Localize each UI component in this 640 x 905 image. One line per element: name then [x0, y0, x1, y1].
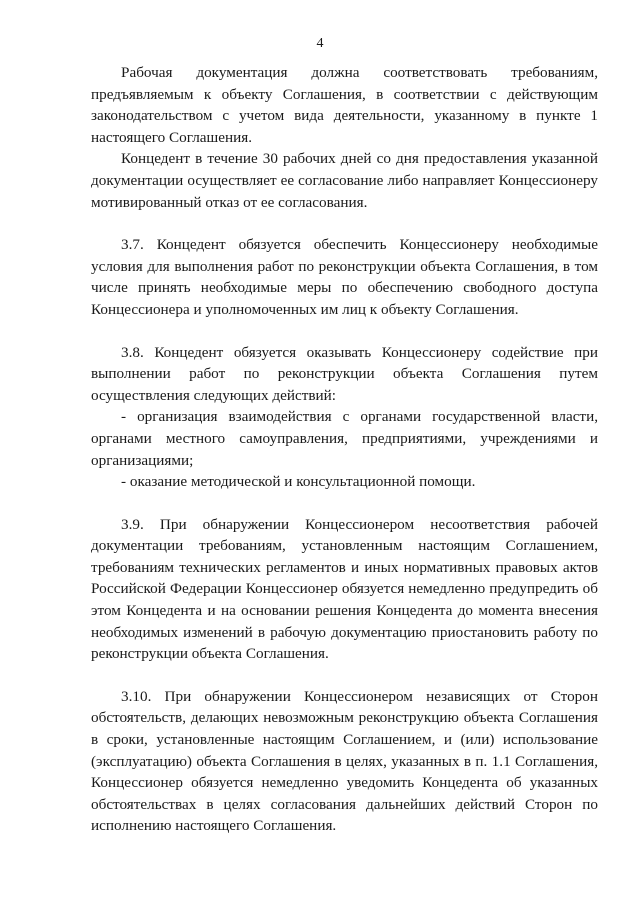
- clause-3-9: 3.9. При обнаружении Концессионером несоответствия рабочей документации требованиям, установленным настоящим Соглашением, требованиям технических регламентов и иных нормативных правовых актов Российской Федерации Концессионер обязуется немедленно предупредить об этом Концедента и на основании решения Концедента до момента внесения необходимых изменений в рабочую документацию приостановить работу по реконструкции объекта Соглашения.: [91, 515, 598, 663]
- document-body: [91, 62, 598, 837]
- paragraph-gap: [91, 213, 598, 234]
- clause-3-10: 3.10. При обнаружении Концессионером независящих от Сторон обстоятельств, делающих невозможным реконструкцию объекта Соглашения в сроки, установленные настоящим Соглашением, и (или) использование (эксплуатацию) объекта Соглашения в целях, указанных в п. 1.1 Соглашения, Концессионер обязуется немедленно уведомить Концедента об указанных обстоятельствах в целях согласования дальнейших действий Сторон по исполнению настоящего Соглашения.: [91, 687, 598, 835]
- paragraph-concedent-approval: Концедент в течение 30 рабочих дней со дня предоставления указанной документации осуществляет ее согласование либо направляет Концессионеру мотивированный отказ от ее согласования.: [91, 150, 598, 211]
- paragraph-working-documentation: Рабочая документация должна соответствовать требованиям, предъявляемым к объекту Соглашения, в соответствии с действующим законодательством с учетом вида деятельности, указанному в пункте 1 настоящего Соглашения.: [91, 64, 598, 146]
- page-number: 4: [316, 36, 324, 51]
- paragraph-gap: [91, 665, 598, 686]
- clause-3-8: 3.8. Концедент обязуется оказывать Концессионеру содействие при выполнении работ по реконструкции объекта Соглашения путем осуществления следующих действий:: [91, 343, 598, 404]
- clause-3-7: 3.7. Концедент обязуется обеспечить Концессионеру необходимые условия для выполнения работ по реконструкции объекта Соглашения, в том числе принять необходимые меры по обеспечению свободного доступа Концессионера и уполномоченных им лиц к объекту Соглашения.: [91, 236, 598, 318]
- paragraph-gap: [91, 493, 598, 514]
- clause-3-8-item-2: - оказание методической и консультационной помощи.: [121, 473, 476, 491]
- clause-3-8-item-1: - организация взаимодействия с органами государственной власти, органами местного самоуправления, предприятиями, учреждениями и организациями;: [91, 408, 598, 469]
- paragraph-gap: [91, 321, 598, 342]
